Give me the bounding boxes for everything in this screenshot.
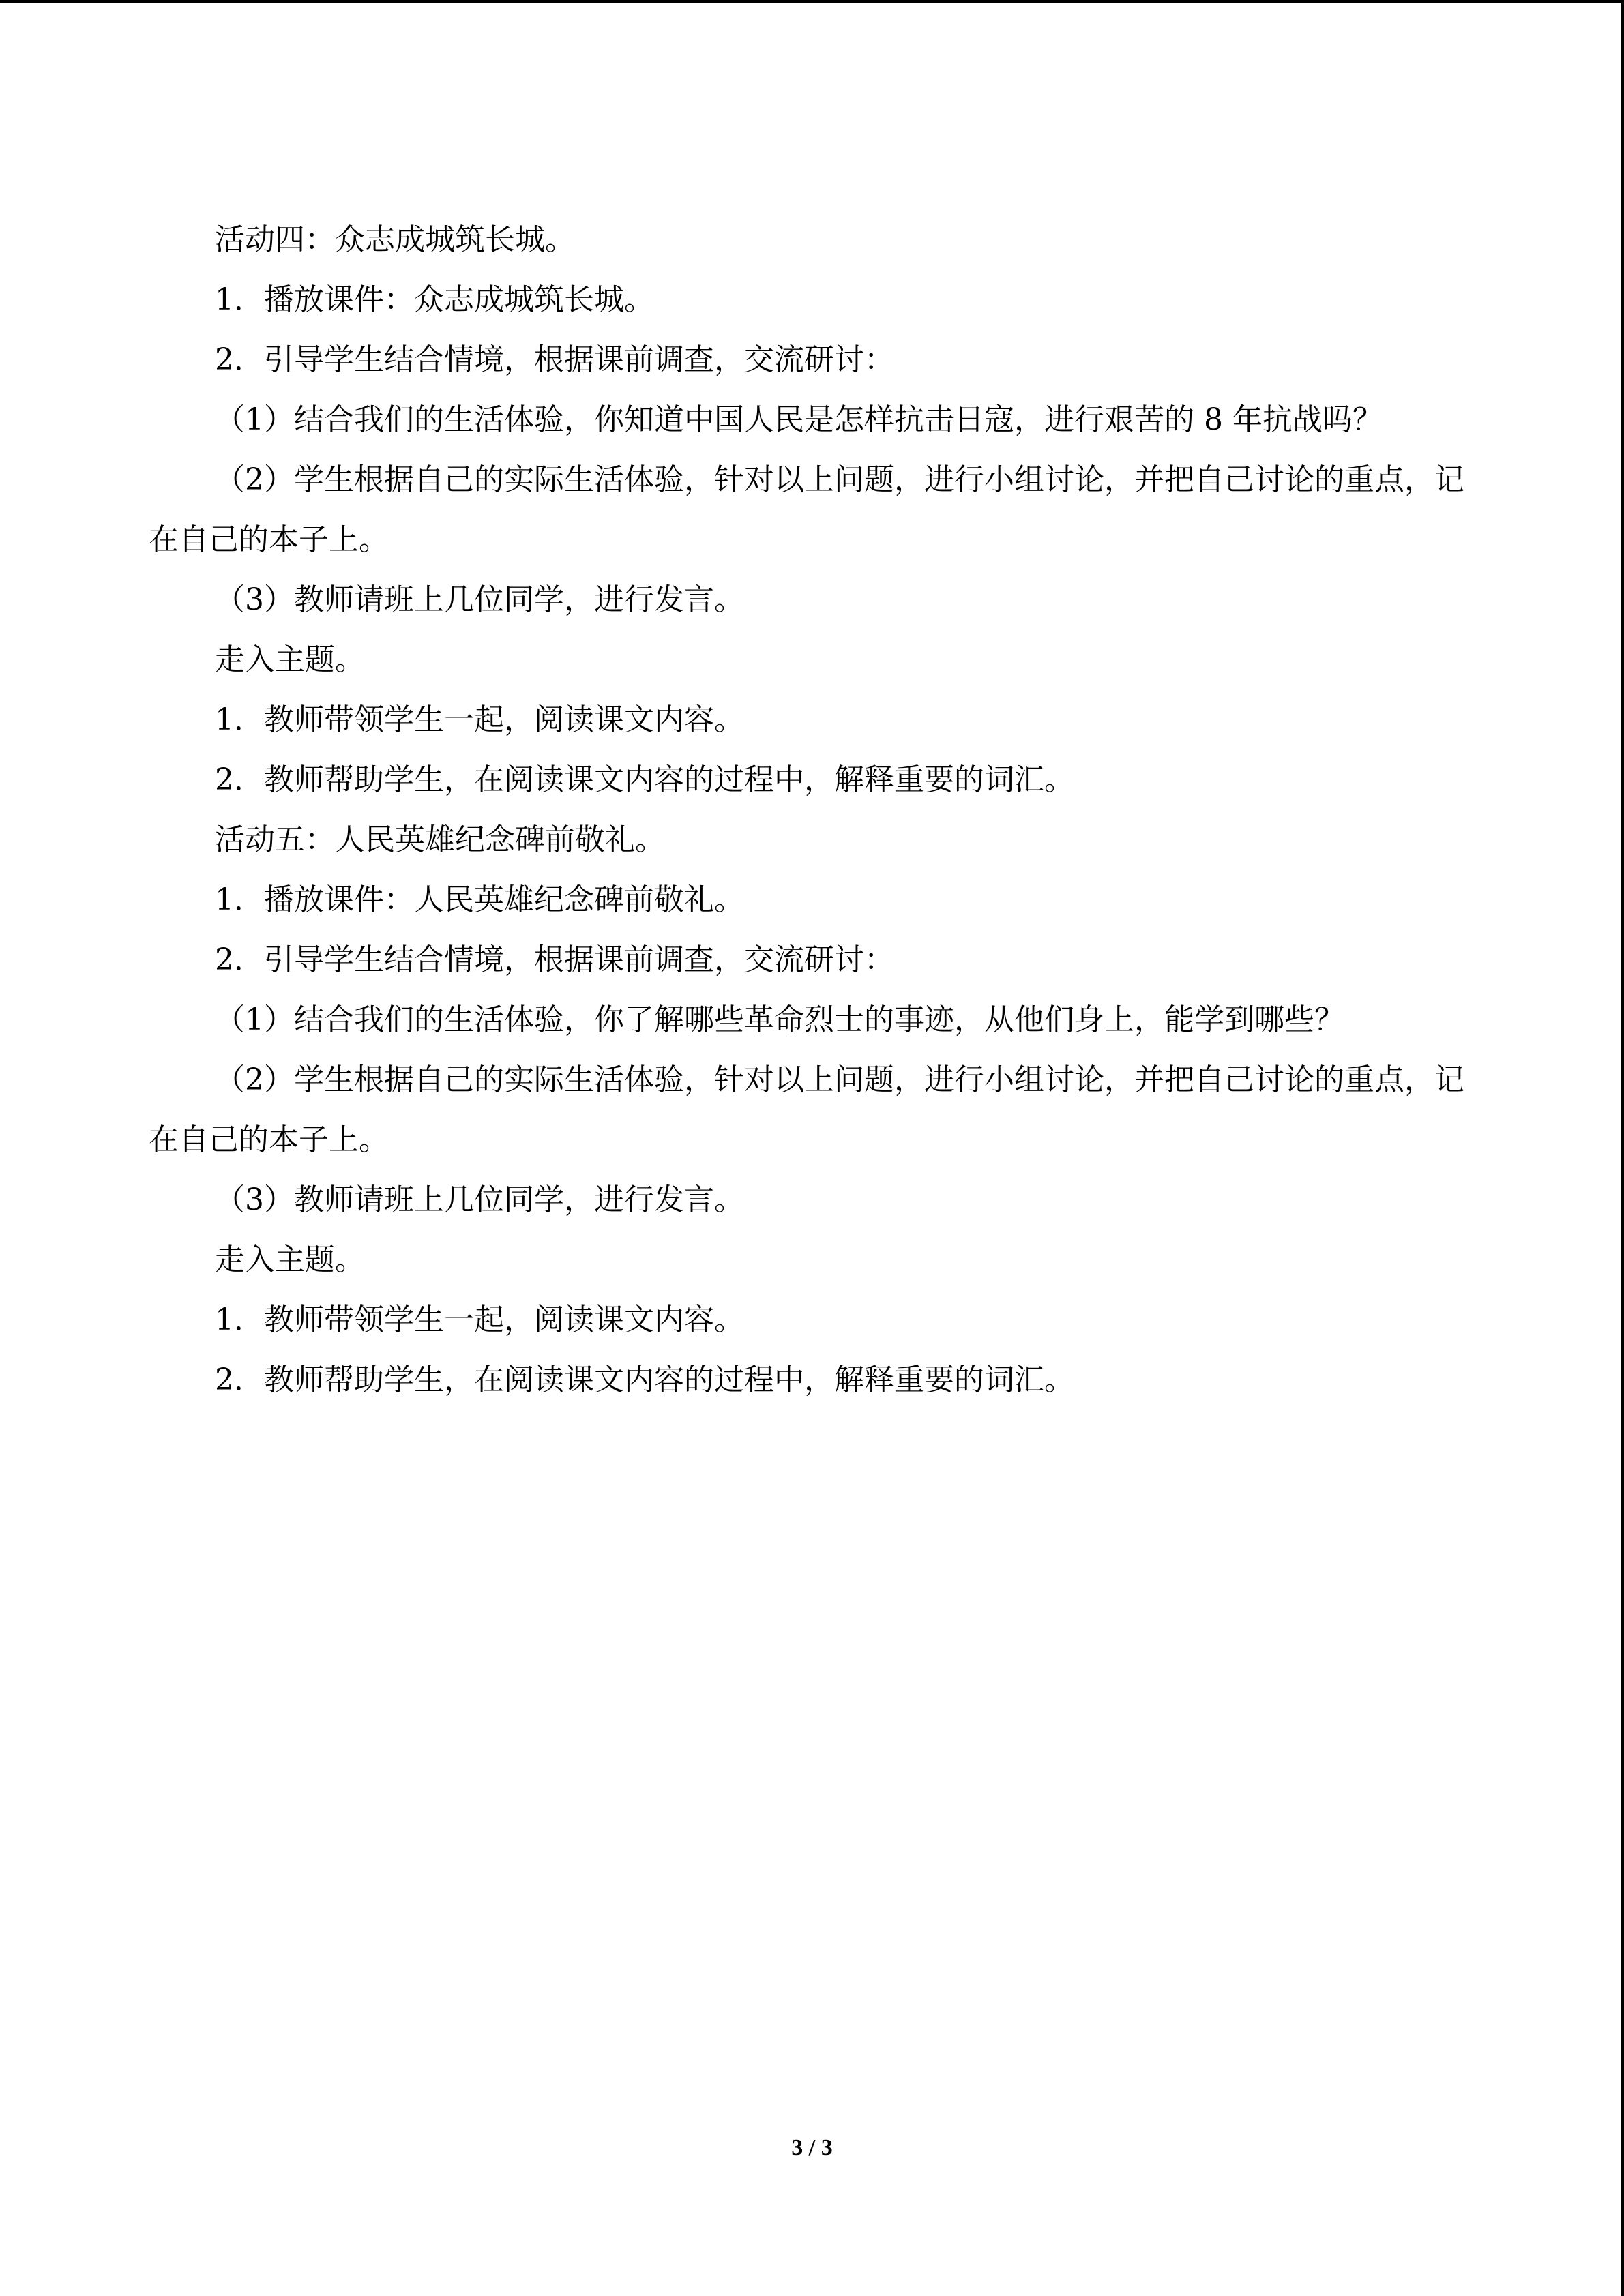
activity-4-step-2: 2．引导学生结合情境，根据课前调查，交流研讨： — [215, 342, 894, 377]
activity-4-heading: 活动四：众志成城筑长城。 — [215, 222, 575, 257]
activity-5-reading-step-1: 1．教师带领学生一起，阅读课文内容。 — [215, 1302, 744, 1337]
activity-4-reading-step-2: 2．教师帮助学生，在阅读课文内容的过程中，解释重要的词汇。 — [215, 762, 1074, 797]
activity-4-reading-step-1: 1．教师带领学生一起，阅读课文内容。 — [215, 702, 744, 737]
activity-5-enter-topic: 走入主题。 — [215, 1242, 365, 1277]
activity-4-question-2: （2）学生根据自己的实际生活体验，针对以上问题，进行小组讨论，并把自己讨论的重点，记在自己的本子上。 — [149, 462, 1464, 557]
activity-4-enter-topic: 走入主题。 — [215, 642, 365, 677]
activity-5-heading: 活动五：人民英雄纪念碑前敬礼。 — [215, 822, 665, 857]
activity-5-question-3: （3）教师请班上几位同学，进行发言。 — [215, 1182, 744, 1217]
activity-5-step-2: 2．引导学生结合情境，根据课前调查，交流研讨： — [215, 942, 894, 977]
activity-5-question-2: （2）学生根据自己的实际生活体验，针对以上问题，进行小组讨论，并把自己讨论的重点，记在自己的本子上。 — [149, 1062, 1464, 1157]
activity-5-step-1: 1．播放课件：人民英雄纪念碑前敬礼。 — [215, 882, 744, 917]
page-number: 3 / 3 — [791, 2135, 833, 2160]
activity-5-question-1: （1）结合我们的生活体验，你了解哪些革命烈士的事迹，从他们身上，能学到哪些？ — [215, 1002, 1344, 1037]
activity-4-question-1: （1）结合我们的生活体验，你知道中国人民是怎样抗击日寇，进行艰苦的 8 年抗战吗？ — [215, 402, 1383, 437]
document-body — [149, 210, 1475, 1410]
activity-5-reading-step-2: 2．教师帮助学生，在阅读课文内容的过程中，解释重要的词汇。 — [215, 1362, 1074, 1397]
activity-4-question-3: （3）教师请班上几位同学，进行发言。 — [215, 582, 744, 617]
activity-4-step-1: 1．播放课件：众志成城筑长城。 — [215, 282, 654, 317]
